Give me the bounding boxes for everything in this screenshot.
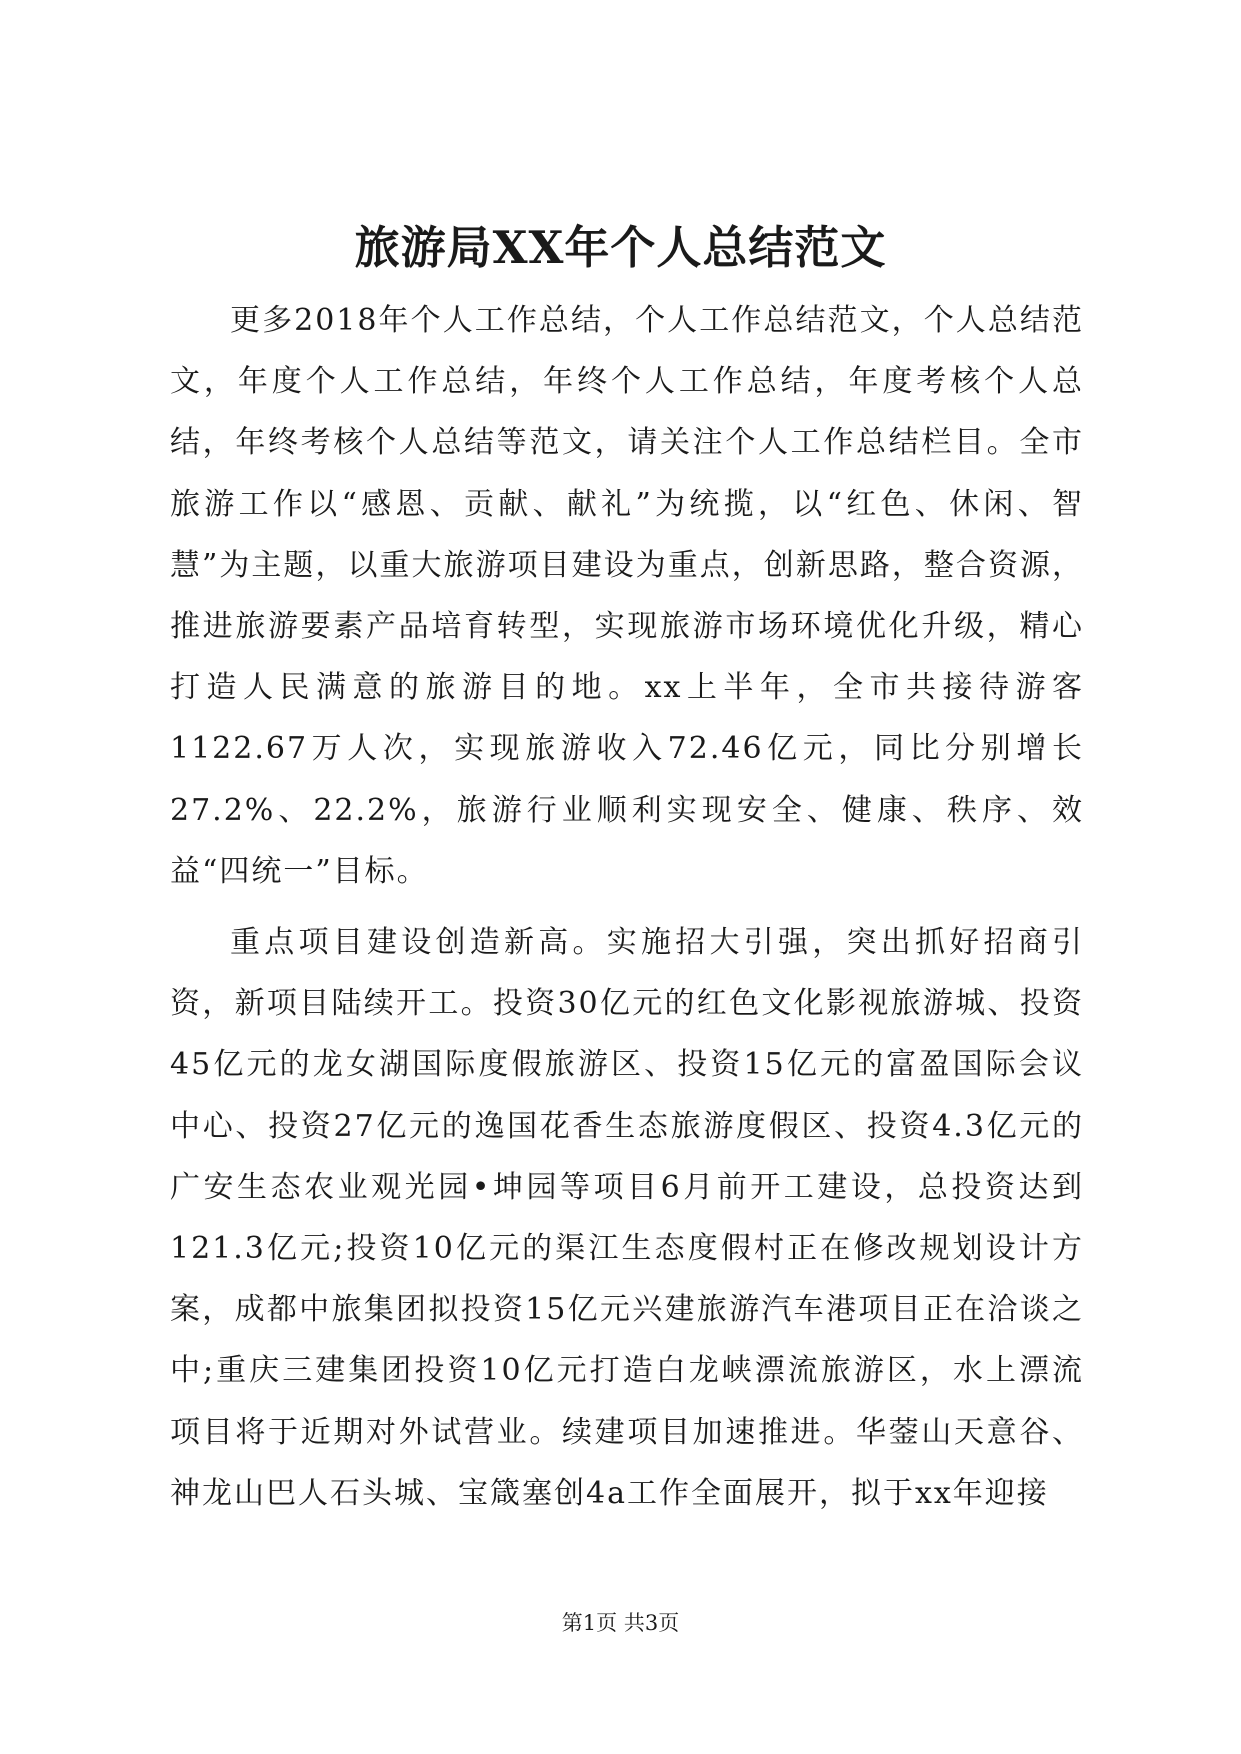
document-title: 旅游局XX年个人总结范文 <box>354 221 887 274</box>
body-paragraph: 更多2018年个人工作总结，个人工作总结范文，个人总结范文，年度个人工作总结，年终个人工作总结，年度考核个人总结，年终考核个人总结等范文，请关注个人工作总结栏目。全市旅游工作以“感恩、贡献、献礼”为统揽，以“红色、休闲、智慧”为主题，以重大旅游项目建设为重点，创新思路，整合资源，推进旅游要素产品培育转型，实现旅游市场环境优化升级，精心打造人民满意的旅游目的地。xx上半年，全市共接待游客1122.67万人次，实现旅游收入72.46亿元，同比分别增长27.2%、22.2%，旅游行业顺利实现安全、健康、秩序、效益“四统一”目标。 <box>170 303 1084 889</box>
document-body <box>170 290 1084 1534</box>
page-number-footer: 第1页 共3页 <box>561 1611 680 1635</box>
body-paragraph: 重点项目建设创造新高。实施招大引强，突出抓好招商引资，新项目陆续开工。投资30亿元的红色文化影视旅游城、投资45亿元的龙女湖国际度假旅游区、投资15亿元的富盈国际会议中心、投资27亿元的逸国花香生态旅游度假区、投资4.3亿元的广安生态农业观光园•坤园等项目6月前开工建设，总投资达到121.3亿元;投资10亿元的渠江生态度假村正在修改规划设计方案，成都中旅集团拟投资15亿元兴建旅游汽车港项目正在洽谈之中;重庆三建集团投资10亿元打造白龙峡漂流旅游区，水上漂流项目将于近期对外试营业。续建项目加速推进。华蓥山天意谷、神龙山巴人石头城、宝箴塞创4a工作全面展开，拟于xx年迎接 <box>170 925 1084 1511</box>
